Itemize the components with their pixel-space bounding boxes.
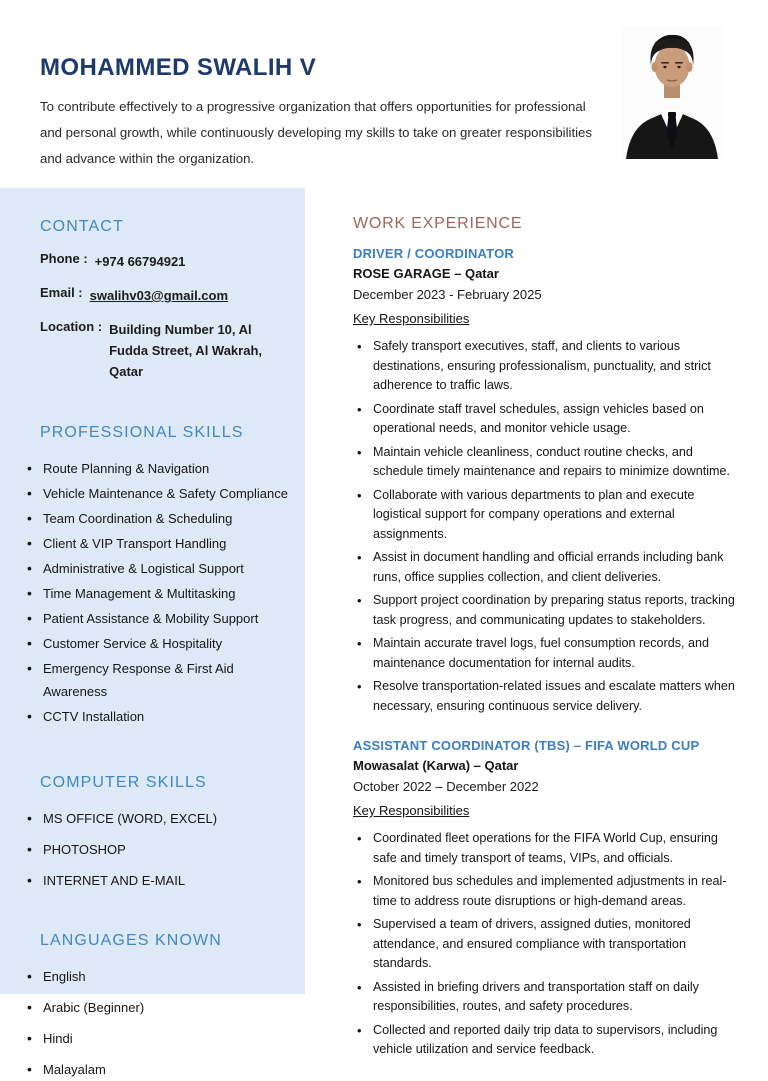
responsibility-item: • Coordinate staff travel schedules, assign vehicles based on operational needs, and monitor vehicle usage. bbox=[353, 400, 742, 439]
resume-body bbox=[0, 188, 768, 1077]
responsibility-item: • Resolve transportation-related issues and escalate matters when necessary, ensuring continuous service delivery. bbox=[353, 677, 742, 716]
skill-item: • CCTV Installation bbox=[25, 705, 289, 728]
job-role: ASSISTANT COORDINATOR (TBS) – FIFA WORLD CUP bbox=[353, 738, 700, 753]
skill-item: • Time Management & Multitasking bbox=[25, 582, 289, 605]
professional-skills-title: PROFESSIONAL SKILLS bbox=[40, 424, 244, 441]
location-value: Building Number 10, Al Fudda Street, Al Wakrah, Qatar bbox=[109, 322, 263, 379]
phone-value: +974 66794921 bbox=[94, 254, 186, 269]
responsibility-item: • Support project coordination by preparing status reports, tracking task progress, and communicating updates to stakeholders. bbox=[353, 591, 742, 630]
computer-skills-title: COMPUTER SKILLS bbox=[40, 774, 207, 791]
skill-item: • Patient Assistance & Mobility Support bbox=[25, 607, 289, 630]
email-link[interactable]: swalihv03@gmail.com bbox=[89, 288, 229, 303]
professional-skills-list bbox=[25, 457, 289, 728]
language-item: • English bbox=[25, 965, 289, 988]
job-entry-2 bbox=[353, 738, 742, 1060]
responsibility-item: • Coordinated fleet operations for the FIFA World Cup, ensuring safe and timely transport of teams, VIPs, and officials. bbox=[353, 829, 742, 868]
job-responsibilities-list bbox=[353, 829, 742, 1060]
contact-title: CONTACT bbox=[40, 218, 124, 235]
candidate-name: MOHAMMED SWALIH V bbox=[40, 54, 317, 81]
profile-photo-illustration bbox=[621, 26, 724, 159]
work-experience-title: WORK EXPERIENCE bbox=[353, 215, 523, 232]
computer-skill-item: • INTERNET AND E-MAIL bbox=[25, 869, 289, 892]
main-column bbox=[305, 188, 768, 1056]
skill-item: • Customer Service & Hospitality bbox=[25, 632, 289, 655]
responsibility-item: • Collected and reported daily trip data to supervisors, including vehicle utilization and service feedback. bbox=[353, 1021, 742, 1060]
responsibility-item: • Assisted in briefing drivers and transportation staff on daily responsibilities, routes, and safety procedures. bbox=[353, 978, 742, 1017]
skill-item: • Administrative & Logistical Support bbox=[25, 557, 289, 580]
skill-item: • Vehicle Maintenance & Safety Compliance bbox=[25, 482, 289, 505]
skill-item: • Client & VIP Transport Handling bbox=[25, 532, 289, 555]
phone-label: Phone : bbox=[40, 251, 88, 266]
languages-list bbox=[25, 965, 289, 1081]
job-dates: October 2022 – December 2022 bbox=[353, 779, 539, 794]
phone-row bbox=[40, 251, 289, 272]
computer-skill-item: • PHOTOSHOP bbox=[25, 838, 289, 861]
responsibility-item: • Collaborate with various departments to plan and execute logistical support for company operations and external assignments. bbox=[353, 486, 742, 545]
skill-item: • Emergency Response & First Aid Awareness bbox=[25, 657, 289, 703]
language-item: • Hindi bbox=[25, 1027, 289, 1050]
skill-item: • Route Planning & Navigation bbox=[25, 457, 289, 480]
email-row bbox=[40, 285, 289, 306]
job-company: Mowasalat (Karwa) – Qatar bbox=[353, 758, 519, 773]
location-label: Location : bbox=[40, 319, 103, 334]
responsibility-item: • Monitored bus schedules and implemented adjustments in real-time to address route disruptions or high-demand areas. bbox=[353, 872, 742, 911]
contact-section bbox=[40, 218, 289, 382]
computer-skills-list bbox=[25, 807, 289, 892]
resume-header bbox=[0, 0, 768, 188]
skill-item: • Team Coordination & Scheduling bbox=[25, 507, 289, 530]
objective-text: To contribute effectively to a progressive organization that offers opportunities for professional and personal growth, while continuously developing my skills to take on greater responsibilities and advance within the organization. bbox=[40, 99, 592, 166]
job-role: DRIVER / COORDINATOR bbox=[353, 246, 514, 261]
profile-photo bbox=[621, 26, 724, 159]
language-item: • Arabic (Beginner) bbox=[25, 996, 289, 1019]
job-dates: December 2023 - February 2025 bbox=[353, 287, 542, 302]
job-responsibilities-list bbox=[353, 337, 742, 716]
job-entry-1 bbox=[353, 246, 742, 716]
job-company: ROSE GARAGE – Qatar bbox=[353, 266, 499, 281]
key-responsibilities-label: Key Responsibilities bbox=[353, 803, 470, 818]
languages-title: LANGUAGES KNOWN bbox=[40, 932, 222, 949]
responsibility-item: • Assist in document handling and official errands including bank runs, office supplies collection, and client deliveries. bbox=[353, 548, 742, 587]
languages-section bbox=[40, 932, 289, 1081]
responsibility-item: • Maintain accurate travel logs, fuel consumption records, and maintenance documentation for internal audits. bbox=[353, 634, 742, 673]
computer-skills-section bbox=[40, 774, 289, 892]
computer-skill-item: • MS OFFICE (WORD, EXCEL) bbox=[25, 807, 289, 830]
language-item: • Malayalam bbox=[25, 1058, 289, 1081]
key-responsibilities-label: Key Responsibilities bbox=[353, 311, 470, 326]
email-label: Email : bbox=[40, 285, 83, 300]
sidebar bbox=[0, 188, 305, 1077]
responsibility-item: • Maintain vehicle cleanliness, conduct routine checks, and schedule timely maintenance and repairs to minimize downtime. bbox=[353, 443, 742, 482]
responsibility-item: • Supervised a team of drivers, assigned duties, monitored attendance, and ensured compliance with transportation standards. bbox=[353, 915, 742, 974]
location-row bbox=[40, 319, 289, 382]
responsibility-item: • Safely transport executives, staff, and clients to various destinations, ensuring professionalism, punctuality, and strict adherence to traffic laws. bbox=[353, 337, 742, 396]
professional-skills-section bbox=[40, 424, 289, 728]
